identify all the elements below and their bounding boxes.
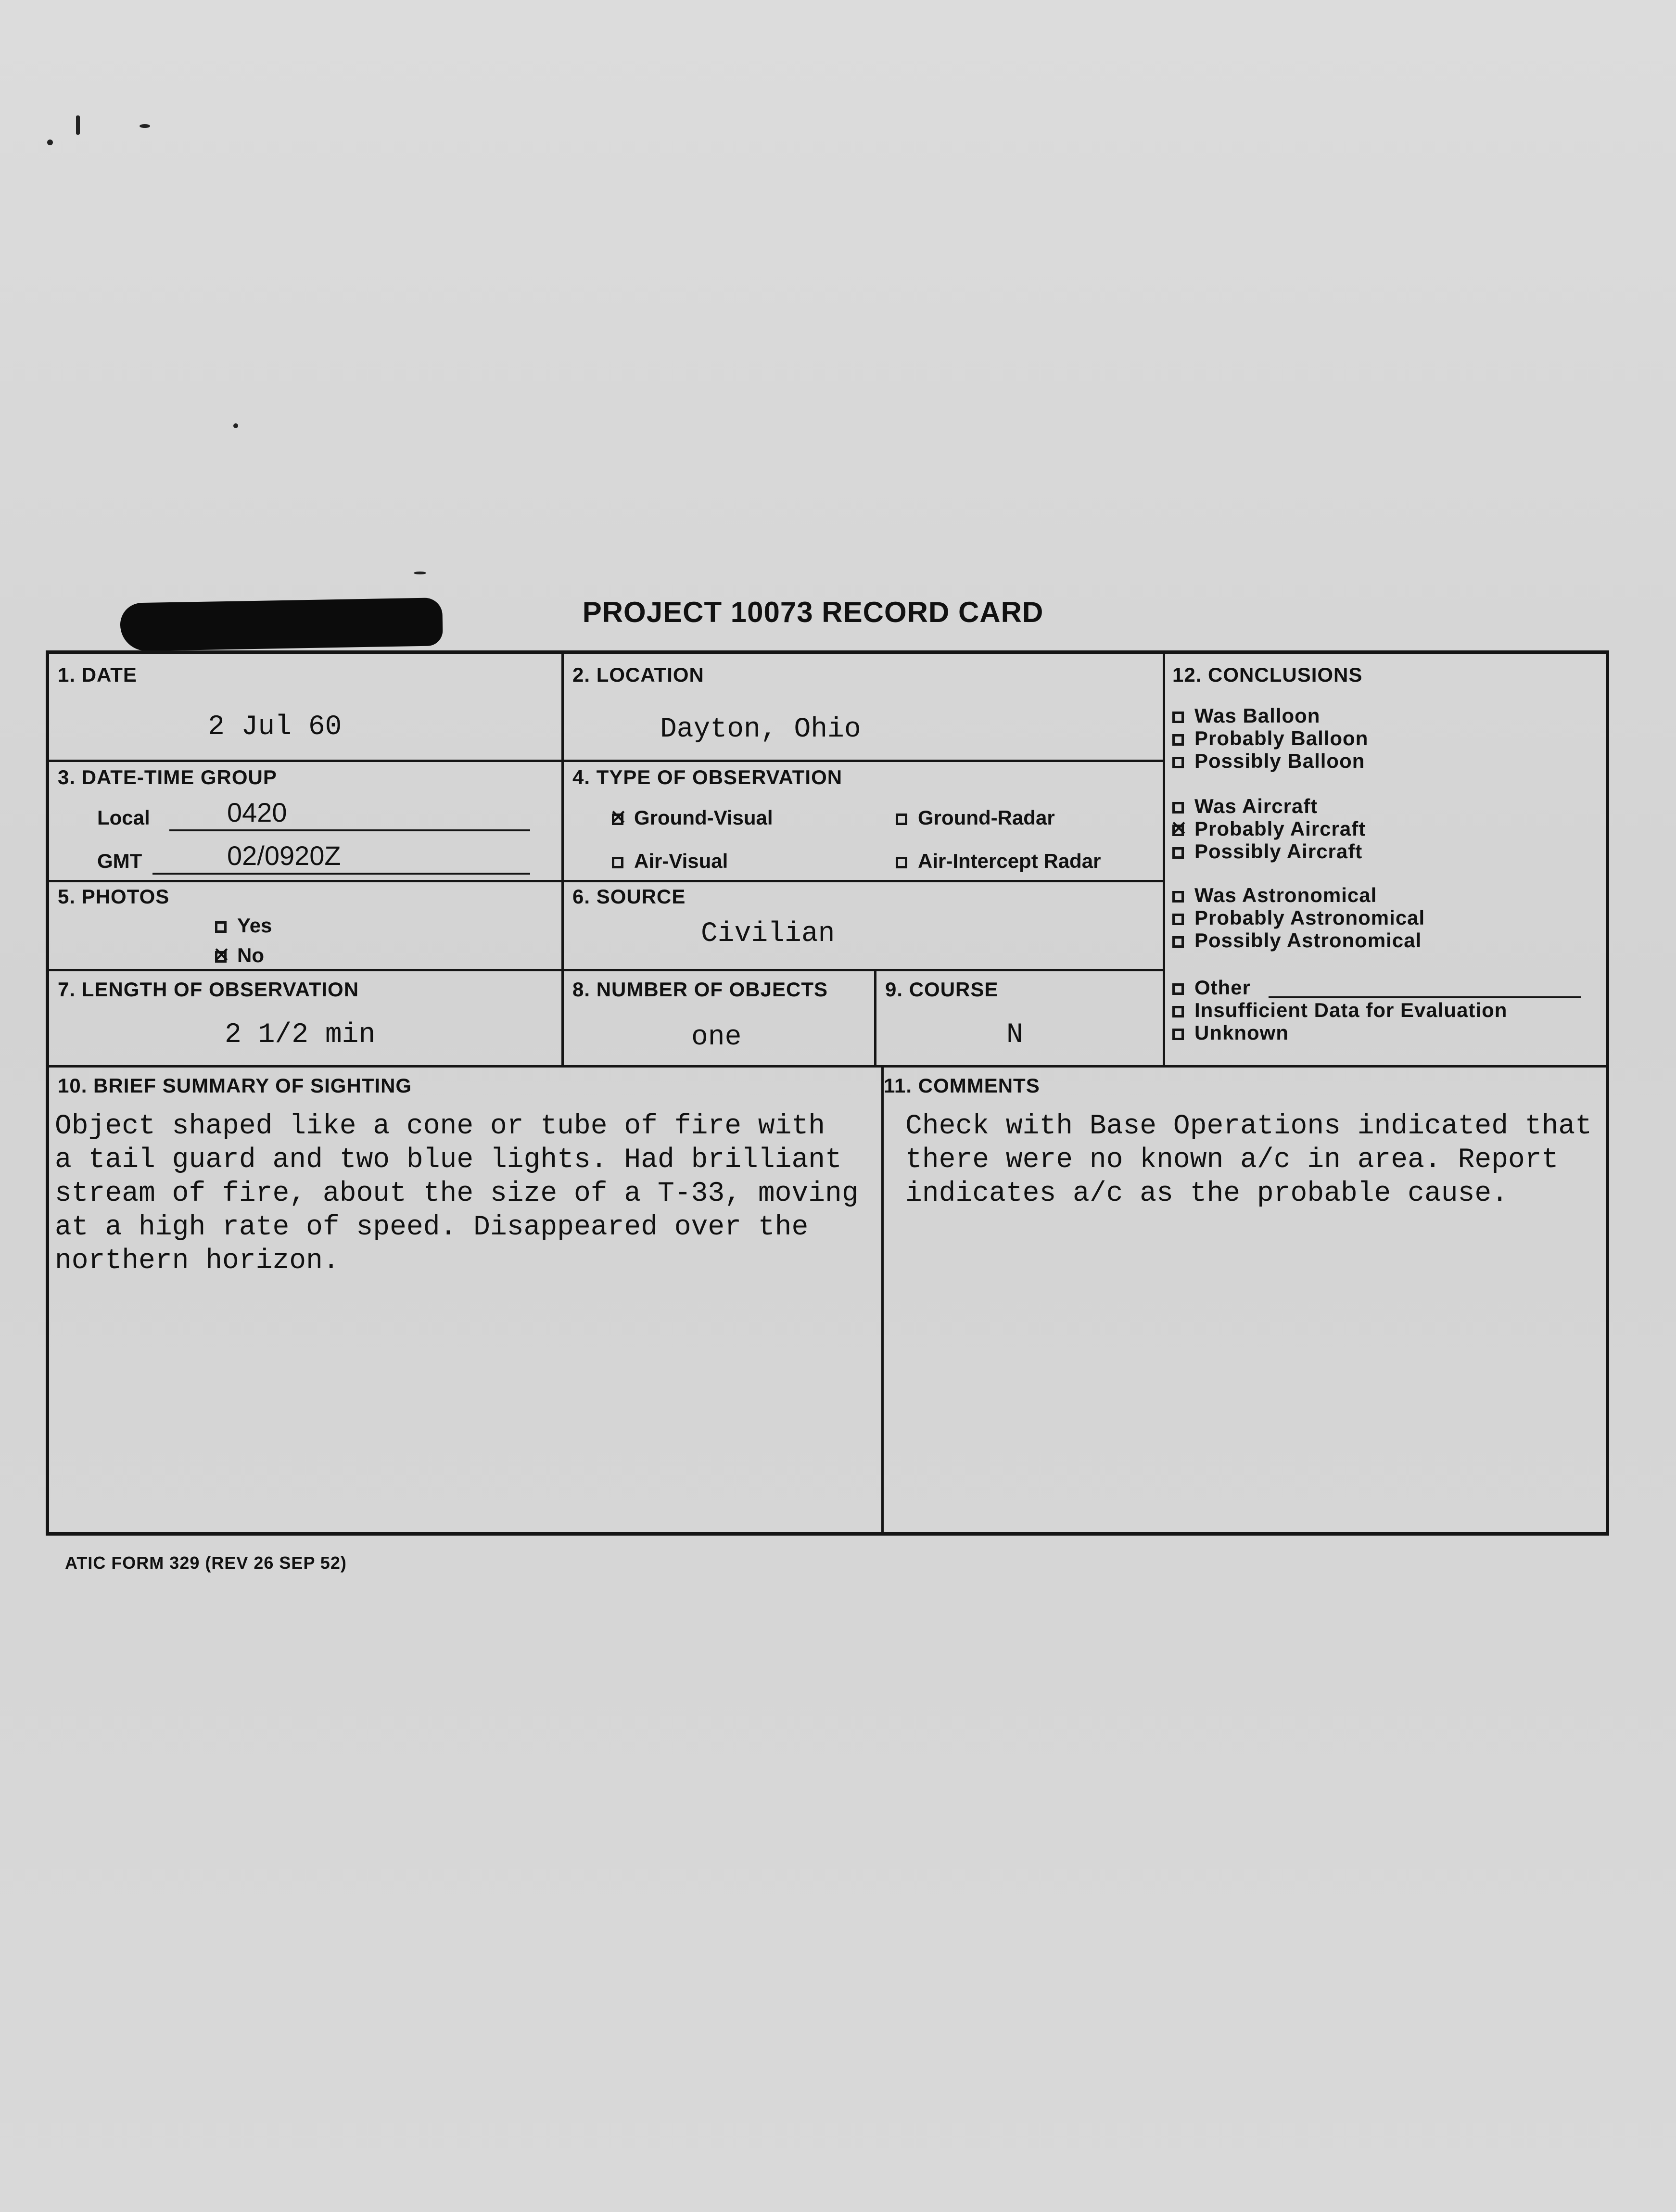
air-visual-checkbox [612,857,623,868]
probably-astronomical-label: Probably Astronomical [1194,906,1425,929]
form-id: ATIC FORM 329 (REV 26 SEP 52) [65,1553,347,1573]
conclusion-was-aircraft [1172,795,1318,818]
was-astronomical-checkbox [1172,891,1184,903]
possibly-astronomical-label: Possibly Astronomical [1194,929,1422,952]
other-underline [1269,996,1581,998]
summary-line: at a high rate of speed. Disappeared over the [55,1212,809,1243]
gmt-underline [152,873,530,875]
conclusion-probably-aircraft [1172,817,1366,840]
comments-label: 11. COMMENTS [884,1074,1040,1097]
ground-visual-label: Ground-Visual [634,806,773,829]
probably-balloon-label: Probably Balloon [1194,727,1369,750]
source-label: 6. SOURCE [572,885,686,908]
date-cell [49,654,561,760]
possibly-astronomical-checkbox [1172,936,1184,948]
number-of-objects-cell [561,969,874,1065]
conclusions-cell [1163,654,1606,1065]
record-card [46,650,1609,1536]
conclusion-probably-balloon [1172,727,1368,750]
possibly-aircraft-label: Possibly Aircraft [1194,840,1363,863]
speck [76,115,80,135]
type-of-observation-cell [561,760,1163,880]
option-ground-visual [612,806,773,829]
summary-line: stream of fire, about the size of a T-33, moving [55,1178,859,1209]
other-label: Other [1194,976,1251,999]
card-title: PROJECT 10073 RECORD CARD [582,596,1044,628]
conclusions-label: 12. CONCLUSIONS [1172,663,1363,686]
probably-balloon-checkbox [1172,734,1184,746]
unknown-checkbox [1172,1029,1184,1040]
speck [414,572,426,574]
was-aircraft-label: Was Aircraft [1194,795,1318,817]
option-photos-no [215,944,264,967]
summary-line: a tail guard and two blue lights. Had brilliant [55,1144,842,1176]
length-of-observation-cell [49,969,561,1065]
number-of-objects-value: one [691,1022,742,1053]
air-intercept-radar-checkbox [896,857,907,868]
conclusion-was-astronomical [1172,884,1377,907]
conclusion-possibly-aircraft [1172,840,1362,863]
date-time-group-cell [49,760,561,880]
insufficient-data-checkbox [1172,1006,1184,1017]
local-value: 0420 [227,797,287,827]
photos-yes-label: Yes [237,914,272,937]
option-air-visual [612,850,728,873]
possibly-balloon-checkbox [1172,757,1184,768]
gmt-value: 02/0920Z [227,840,341,871]
ground-radar-label: Ground-Radar [918,806,1055,829]
air-visual-label: Air-Visual [634,850,728,872]
possibly-balloon-label: Possibly Balloon [1194,750,1365,772]
conclusion-probably-astronomical [1172,906,1425,929]
summary-cell [49,1065,881,1533]
summary-line: northern horizon. [55,1246,340,1277]
course-value: N [1006,1019,1023,1051]
insufficient-data-label: Insufficient Data for Evaluation [1194,999,1508,1021]
comments-line: indicates a/c as the probable cause. [905,1178,1509,1209]
speck [47,140,53,145]
location-label: 2. LOCATION [572,663,704,686]
photos-label: 5. PHOTOS [58,885,170,908]
comments-cell [881,1065,1606,1533]
was-aircraft-checkbox [1172,802,1184,814]
unknown-label: Unknown [1194,1021,1289,1044]
summary-line: Object shaped like a cone or tube of fire with [55,1111,825,1142]
location-cell [561,654,1163,760]
date-label: 1. DATE [58,663,137,686]
course-cell [874,969,1163,1065]
possibly-aircraft-checkbox [1172,847,1184,859]
date-value: 2 Jul 60 [208,712,342,743]
option-ground-radar [896,806,1055,829]
summary-label: 10. BRIEF SUMMARY OF SIGHTING [58,1074,412,1097]
comments-line: Check with Base Operations indicated that [905,1111,1592,1142]
source-cell [561,880,1163,969]
conclusion-other [1172,976,1251,999]
was-balloon-checkbox [1172,712,1184,723]
source-value: Civilian [701,918,835,950]
photos-no-checkbox [215,951,227,963]
air-intercept-radar-label: Air-Intercept Radar [918,850,1101,872]
photos-yes-checkbox [215,921,227,933]
conclusion-possibly-astronomical [1172,929,1422,952]
local-underline [169,829,530,831]
was-astronomical-label: Was Astronomical [1194,884,1377,906]
photos-cell [49,880,561,969]
date-time-group-label: 3. DATE-TIME GROUP [58,766,277,788]
conclusion-was-balloon [1172,704,1320,727]
location-value: Dayton, Ohio [660,714,861,745]
speck [233,423,238,428]
ground-radar-checkbox [896,814,907,825]
length-of-observation-label: 7. LENGTH OF OBSERVATION [58,978,359,1001]
course-label: 9. COURSE [885,978,999,1001]
probably-astronomical-checkbox [1172,914,1184,925]
option-photos-yes [215,914,272,937]
conclusion-possibly-balloon [1172,750,1365,773]
ground-visual-checkbox [612,814,623,825]
probably-aircraft-checkbox [1172,825,1184,836]
was-balloon-label: Was Balloon [1194,704,1320,727]
photos-no-label: No [237,944,264,966]
speck [140,124,150,128]
other-checkbox [1172,983,1184,995]
type-of-observation-label: 4. TYPE OF OBSERVATION [572,766,843,788]
length-of-observation-value: 2 1/2 min [225,1019,376,1051]
conclusion-unknown [1172,1021,1289,1044]
number-of-objects-label: 8. NUMBER OF OBJECTS [572,978,828,1001]
option-air-intercept-radar [896,850,1101,873]
gmt-label: GMT [97,850,142,872]
comments-line: there were no known a/c in area. Report [905,1144,1559,1176]
local-label: Local [97,806,150,829]
probably-aircraft-label: Probably Aircraft [1194,817,1366,840]
redaction-mark [120,597,443,651]
conclusion-insufficient-data [1172,999,1507,1022]
